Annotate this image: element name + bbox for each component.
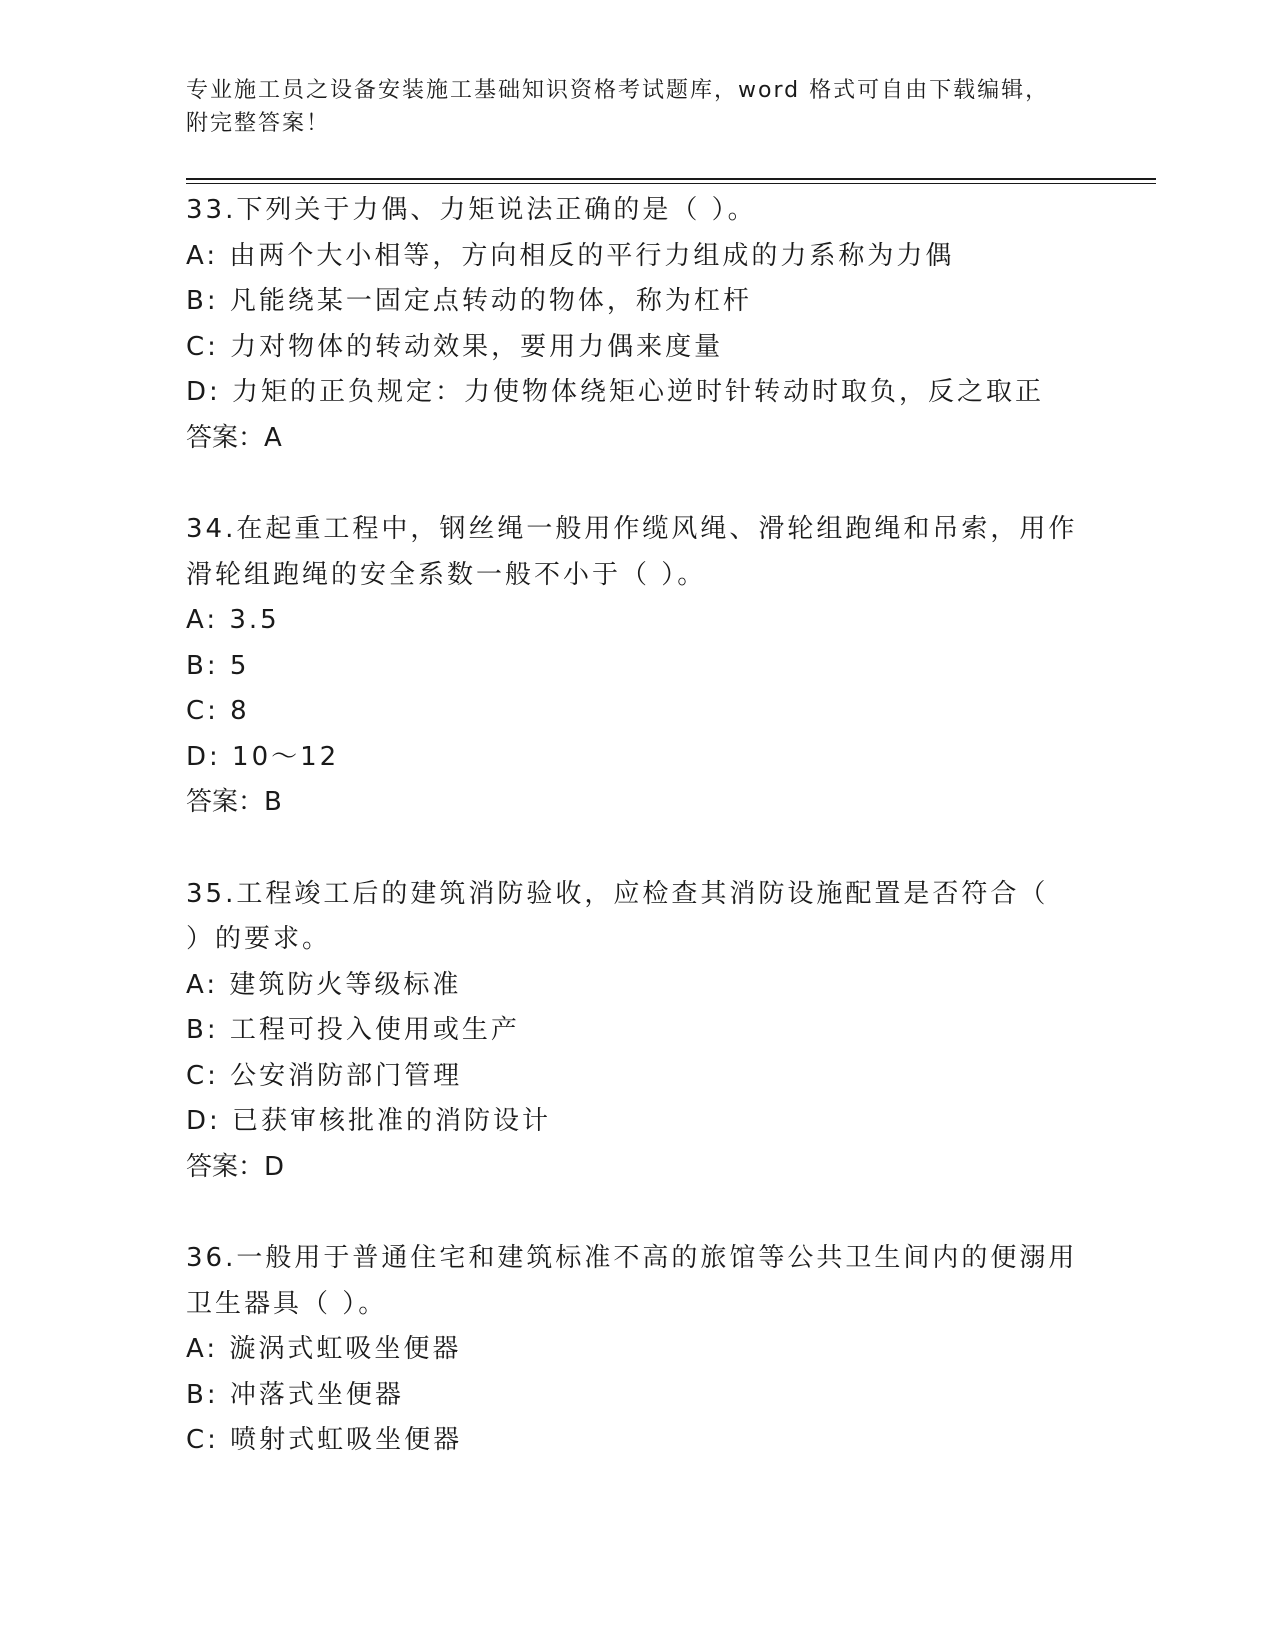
question-34 [186,507,1086,826]
option-c: C: 力对物体的转动效果，要用力偶来度量 [186,331,724,362]
answer-label: 答案：A [186,422,282,453]
header-divider-thin [186,183,1156,184]
option-a: A: 3.5 [186,605,280,635]
question-stem-continued: 卫生器具（ ）。 [186,1288,388,1319]
option-d: D: 力矩的正负规定：力使物体绕矩心逆时针转动时取负，反之取正 [186,377,1045,407]
question-stem: 34.在起重工程中，钢丝绳一般用作缆风绳、滑轮组跑绳和吊索，用作 [186,514,1078,544]
question-36 [186,1236,1086,1464]
option-a: A: 漩涡式虹吸坐便器 [186,1334,462,1364]
spacer [186,826,1086,872]
question-stem-continued: ）的要求。 [186,924,332,954]
option-c: C: 8 [186,696,250,726]
header-divider-thick [186,178,1156,180]
option-a: A: 由两个大小相等，方向相反的平行力组成的力系称为力偶 [186,240,955,271]
option-c: C: 公安消防部门管理 [186,1060,463,1091]
option-b: B: 5 [186,650,250,681]
spacer [186,1190,1086,1236]
option-d: D: 已获审核批准的消防设计 [186,1106,552,1136]
question-stem-continued: 滑轮组跑绳的安全系数一般不小于（ ）。 [186,559,707,590]
document-header [186,74,1086,140]
option-b: B: 凡能绕某一固定点转动的物体，称为杠杆 [186,286,752,316]
question-stem: 36.一般用于普通住宅和建筑标准不高的旅馆等公共卫生间内的便溺用 [186,1243,1078,1273]
spacer [186,461,1086,507]
option-c: C: 喷射式虹吸坐便器 [186,1425,463,1455]
question-list [186,188,1086,1464]
header-line-2: 附完整答案！ [186,111,331,136]
question-35 [186,872,1086,1191]
option-d: D: 10～12 [186,741,340,772]
question-stem: 35.工程竣工后的建筑消防验收，应检查其消防设施配置是否符合（ [186,878,1049,909]
option-a: A: 建筑防火等级标准 [186,969,462,1000]
answer-label: 答案：D [186,1151,285,1182]
option-b: B: 工程可投入使用或生产 [186,1015,520,1045]
answer-label: 答案：B [186,787,282,817]
option-b: B: 冲落式坐便器 [186,1379,404,1410]
header-line-1: 专业施工员之设备安装施工基础知识资格考试题库，word 格式可自由下载编辑， [186,78,1050,103]
question-stem: 33.下列关于力偶、力矩说法正确的是（ ）。 [186,195,757,225]
question-33 [186,188,1086,461]
